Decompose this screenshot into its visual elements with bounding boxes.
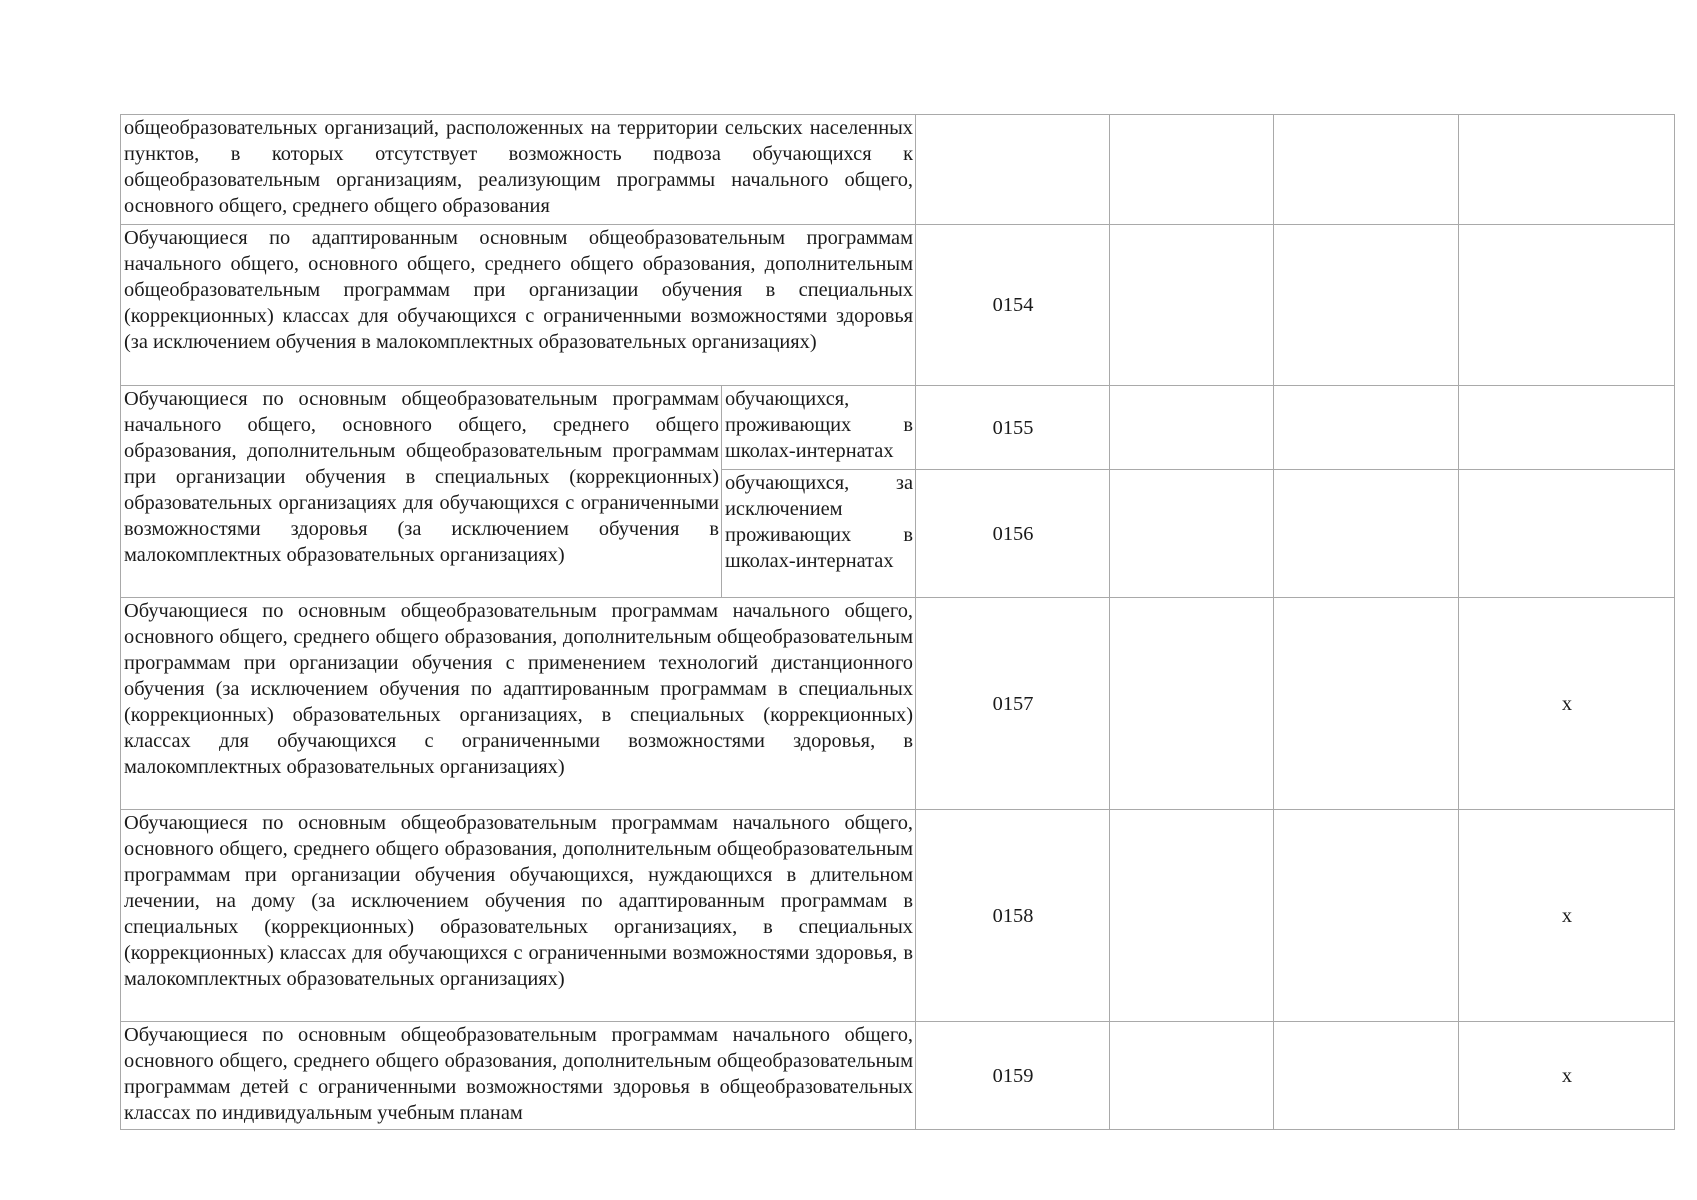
data-cell [1110, 470, 1274, 598]
table-row [121, 225, 1675, 386]
row-code: 0157 [916, 598, 1110, 810]
row-description: Обучающиеся по основным общеобразовательным программам начального общего, основного общего, среднего общего образования, дополнительным общеобразовательным программам при организации обучения обучающихся, нуждающихся в длительном лечении, на дому (за исключением обучения по адаптированным программам в специальных (коррекционных) образовательных организациях, в специальных (коррекционных) классах для обучающихся с ограниченными возможностями здоровья, в малокомплектных образовательных организациях) [121, 810, 916, 1022]
table-row [121, 598, 1675, 810]
row-code: 0156 [916, 470, 1110, 598]
data-cell [1459, 115, 1675, 225]
data-cell [1274, 115, 1459, 225]
data-cell: x [1459, 810, 1675, 1022]
row-code: 0158 [916, 810, 1110, 1022]
data-cell [1274, 470, 1459, 598]
data-cell [1274, 225, 1459, 386]
data-cell [1459, 470, 1675, 598]
data-cell [1274, 598, 1459, 810]
data-cell [1110, 225, 1274, 386]
table-row [121, 386, 1675, 470]
data-cell [1274, 1022, 1459, 1130]
table-row [121, 1022, 1675, 1130]
row-description: Обучающиеся по основным общеобразовательным программам начального общего, основного общего, среднего общего образования, дополнительным общеобразовательным программам при организации обучения с применением технологий дистанционного обучения (за исключением обучения по адаптированным программам в специальных (коррекционных) образовательных организациях, в специальных (коррекционных) классах для обучающихся с ограниченными возможностями здоровья, в малокомплектных образовательных организациях) [121, 598, 916, 810]
data-cell [1110, 598, 1274, 810]
data-cell [1110, 115, 1274, 225]
statistics-form-table [120, 114, 1675, 1130]
row-code: 0155 [916, 386, 1110, 470]
row-description: Обучающиеся по адаптированным основным общеобразовательным программам начального общего, основного общего, среднего общего образования, дополнительным общеобразовательным программам при организации обучения в специальных (коррекционных) классах для обучающихся с ограниченными возможностями здоровья (за исключением обучения в малокомплектных образовательных организациях) [121, 225, 916, 386]
data-cell [1459, 225, 1675, 386]
data-cell [1110, 810, 1274, 1022]
data-cell [1274, 386, 1459, 470]
row-subcategory: обучающихся, проживающих в школах-интернатах [722, 386, 916, 470]
table-row [121, 810, 1675, 1022]
data-cell [1459, 386, 1675, 470]
row-description: общеобразовательных организаций, расположенных на территории сельских населенных пунктов, в которых отсутствует возможность подвоза обучающихся к общеобразовательным организациям, реализующим программы начального общего, основного общего, среднего общего образования [121, 115, 916, 225]
data-cell [1274, 810, 1459, 1022]
data-cell [1110, 386, 1274, 470]
data-cell: x [1459, 1022, 1675, 1130]
data-cell: x [1459, 598, 1675, 810]
row-code [916, 115, 1110, 225]
row-description: Обучающиеся по основным общеобразовательным программам начального общего, основного общего, среднего общего образования, дополнительным общеобразовательным программам при организации обучения в специальных (коррекционных) образовательных организациях для обучающихся с ограниченными возможностями здоровья (за исключением обучения в малокомплектных образовательных организациях) [121, 386, 722, 598]
row-code: 0159 [916, 1022, 1110, 1130]
table-row [121, 115, 1675, 225]
row-description: Обучающиеся по основным общеобразовательным программам начального общего, основного общего, среднего общего образования, дополнительным общеобразовательным программам детей с ограниченными возможностями здоровья в общеобразовательных классах по индивидуальным учебным планам [121, 1022, 916, 1130]
data-cell [1110, 1022, 1274, 1130]
row-code: 0154 [916, 225, 1110, 386]
row-subcategory: обучающихся, за исключением проживающих в школах-интернатах [722, 470, 916, 598]
